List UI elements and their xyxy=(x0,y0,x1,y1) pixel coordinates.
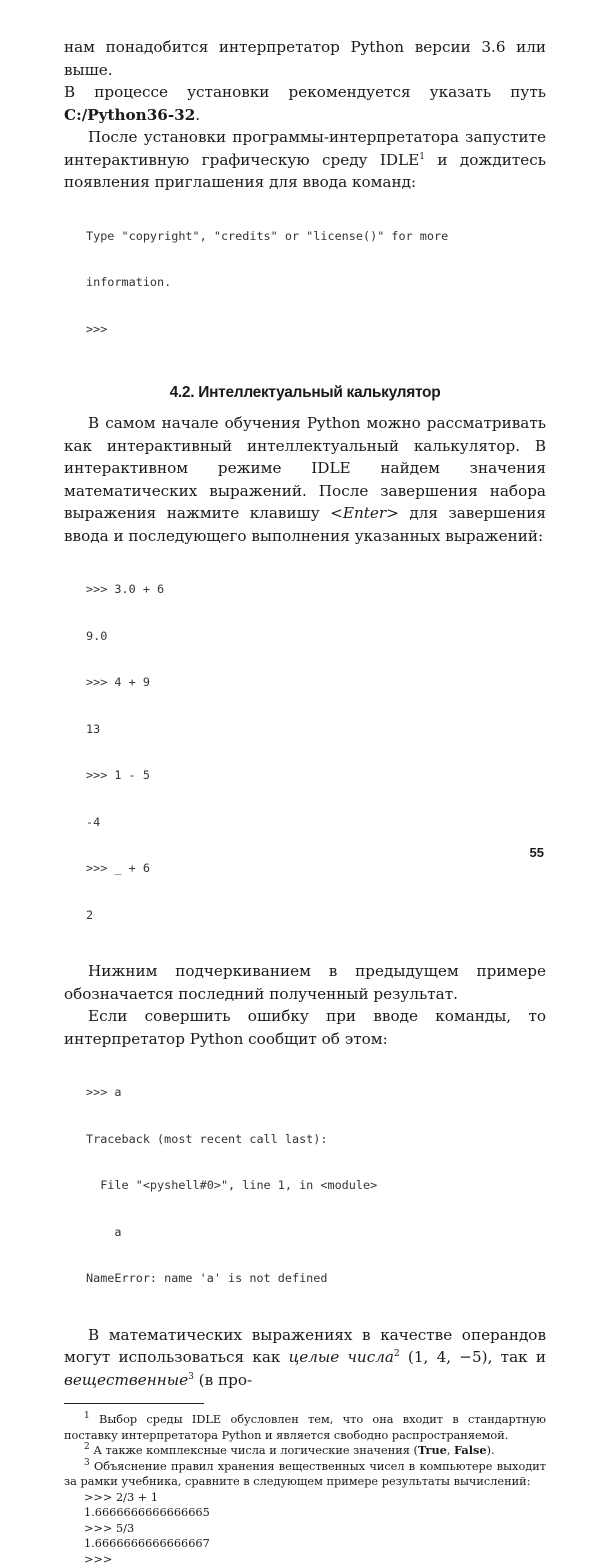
code-line: 13 xyxy=(86,722,546,738)
footnote-ref-2: 2 xyxy=(394,1349,400,1359)
calc-text-b: для завершения ввода и последующего выполнения указанных выражений: xyxy=(64,504,546,545)
enter-key: <Enter> xyxy=(330,504,399,522)
paragraph-underscore: Нижним подчеркиванием в предыдущем примере обозначается последний полученный результат. xyxy=(64,960,546,1005)
intro-end: . xyxy=(195,106,200,124)
page-content xyxy=(64,36,546,1567)
footnote-number: 3 xyxy=(84,1458,90,1468)
code-block-arithmetic xyxy=(64,551,546,954)
footnote-code-line: 1.6666666666666665 xyxy=(64,1505,546,1521)
footnote-number: 1 xyxy=(84,1411,90,1421)
footnote-ref-1: 1 xyxy=(419,151,425,161)
code-line: information. xyxy=(86,275,546,291)
install-path: C:/Python36-32 xyxy=(64,106,195,124)
integer-term: целые числа xyxy=(289,1348,394,1366)
footnote-ref-3: 3 xyxy=(188,1371,194,1381)
footnote-number: 2 xyxy=(84,1442,90,1452)
code-line: Type "copyright", "credits" or "license()" for more xyxy=(86,229,546,245)
operands-text-a: В математических выражениях в качестве операндов могут использоваться как xyxy=(64,1326,546,1367)
bool-false: False xyxy=(454,1443,487,1457)
calc-text-a: В самом начале обучения Python можно рассматривать как интерактивный интеллектуальный калькулятор. В интерактивном режиме IDLE найдем значения математических выражений. После завершения набора выражения нажмите клавишу xyxy=(64,414,546,522)
operands-text-c: (в про- xyxy=(194,1371,252,1389)
footnote-text: А также комплексные числа и логические значения ( xyxy=(90,1444,418,1457)
paragraph-idle xyxy=(64,126,546,194)
footnote-text: Объяснение правил хранения вещественных чисел в компьютере выходит за рамки учебника, сравните в следующем примере результаты вычислений: xyxy=(64,1460,546,1489)
footnote-text: Выбор среды IDLE обусловлен тем, что она входит в стандартную поставку интерпретатора Python и является свободно распространяемой. xyxy=(64,1413,546,1442)
footnote-divider xyxy=(64,1403,204,1404)
code-line: 2 xyxy=(86,908,546,924)
paragraph-intro xyxy=(64,36,546,126)
intro-line-2: В процессе установки рекомендуется указать путь xyxy=(64,83,546,101)
code-line: >>> 1 - 5 xyxy=(86,768,546,784)
bool-true: True xyxy=(418,1443,447,1457)
code-line: 9.0 xyxy=(86,629,546,645)
operands-text-b: (1, 4, −5), так и xyxy=(400,1348,546,1366)
footnote-2 xyxy=(64,1443,546,1459)
paragraph-calculator xyxy=(64,412,546,547)
paragraph-operands xyxy=(64,1324,546,1392)
intro-line-1: нам понадобится интерпретатор Python версии 3.6 или выше. xyxy=(64,38,546,79)
idle-text-a: После установки программы-интерпретатора запустите интерактивную графическую среду IDLE xyxy=(64,128,546,169)
paragraph-error: Если совершить ошибку при вводе команды, то интерпретатор Python сообщит об этом: xyxy=(64,1005,546,1050)
idle-text-b: и дождитесь появления приглашения для ввода команд: xyxy=(64,151,546,192)
footnote-text-end: ). xyxy=(487,1444,495,1457)
page-number: 55 xyxy=(530,845,544,860)
footnote-1 xyxy=(64,1412,546,1443)
code-block-idle-banner xyxy=(64,198,546,369)
footnote-3 xyxy=(64,1459,546,1490)
code-line: >>> a xyxy=(86,1085,546,1101)
code-line: >>> xyxy=(86,322,546,338)
footnote-code-line: >>> xyxy=(64,1552,546,1567)
code-block-traceback xyxy=(64,1054,546,1318)
code-line: >>> _ + 6 xyxy=(86,861,546,877)
code-line: NameError: name 'a' is not defined xyxy=(86,1271,546,1287)
code-line: -4 xyxy=(86,815,546,831)
footnote-code-line: >>> 5/3 xyxy=(64,1521,546,1537)
real-term: вещественные xyxy=(64,1371,188,1389)
code-line: File "<pyshell#0>", line 1, in <module> xyxy=(86,1178,546,1194)
footnote-code xyxy=(64,1490,546,1567)
section-heading: 4.2. Интеллектуальный калькулятор xyxy=(64,384,546,402)
footnote-code-line: >>> 2/3 + 1 xyxy=(64,1490,546,1506)
footnote-code-line: 1.6666666666666667 xyxy=(64,1536,546,1552)
code-line: >>> 4 + 9 xyxy=(86,675,546,691)
code-line: Traceback (most recent call last): xyxy=(86,1132,546,1148)
code-line: >>> 3.0 + 6 xyxy=(86,582,546,598)
footnote-sep: , xyxy=(447,1444,454,1457)
code-line: a xyxy=(86,1225,546,1241)
